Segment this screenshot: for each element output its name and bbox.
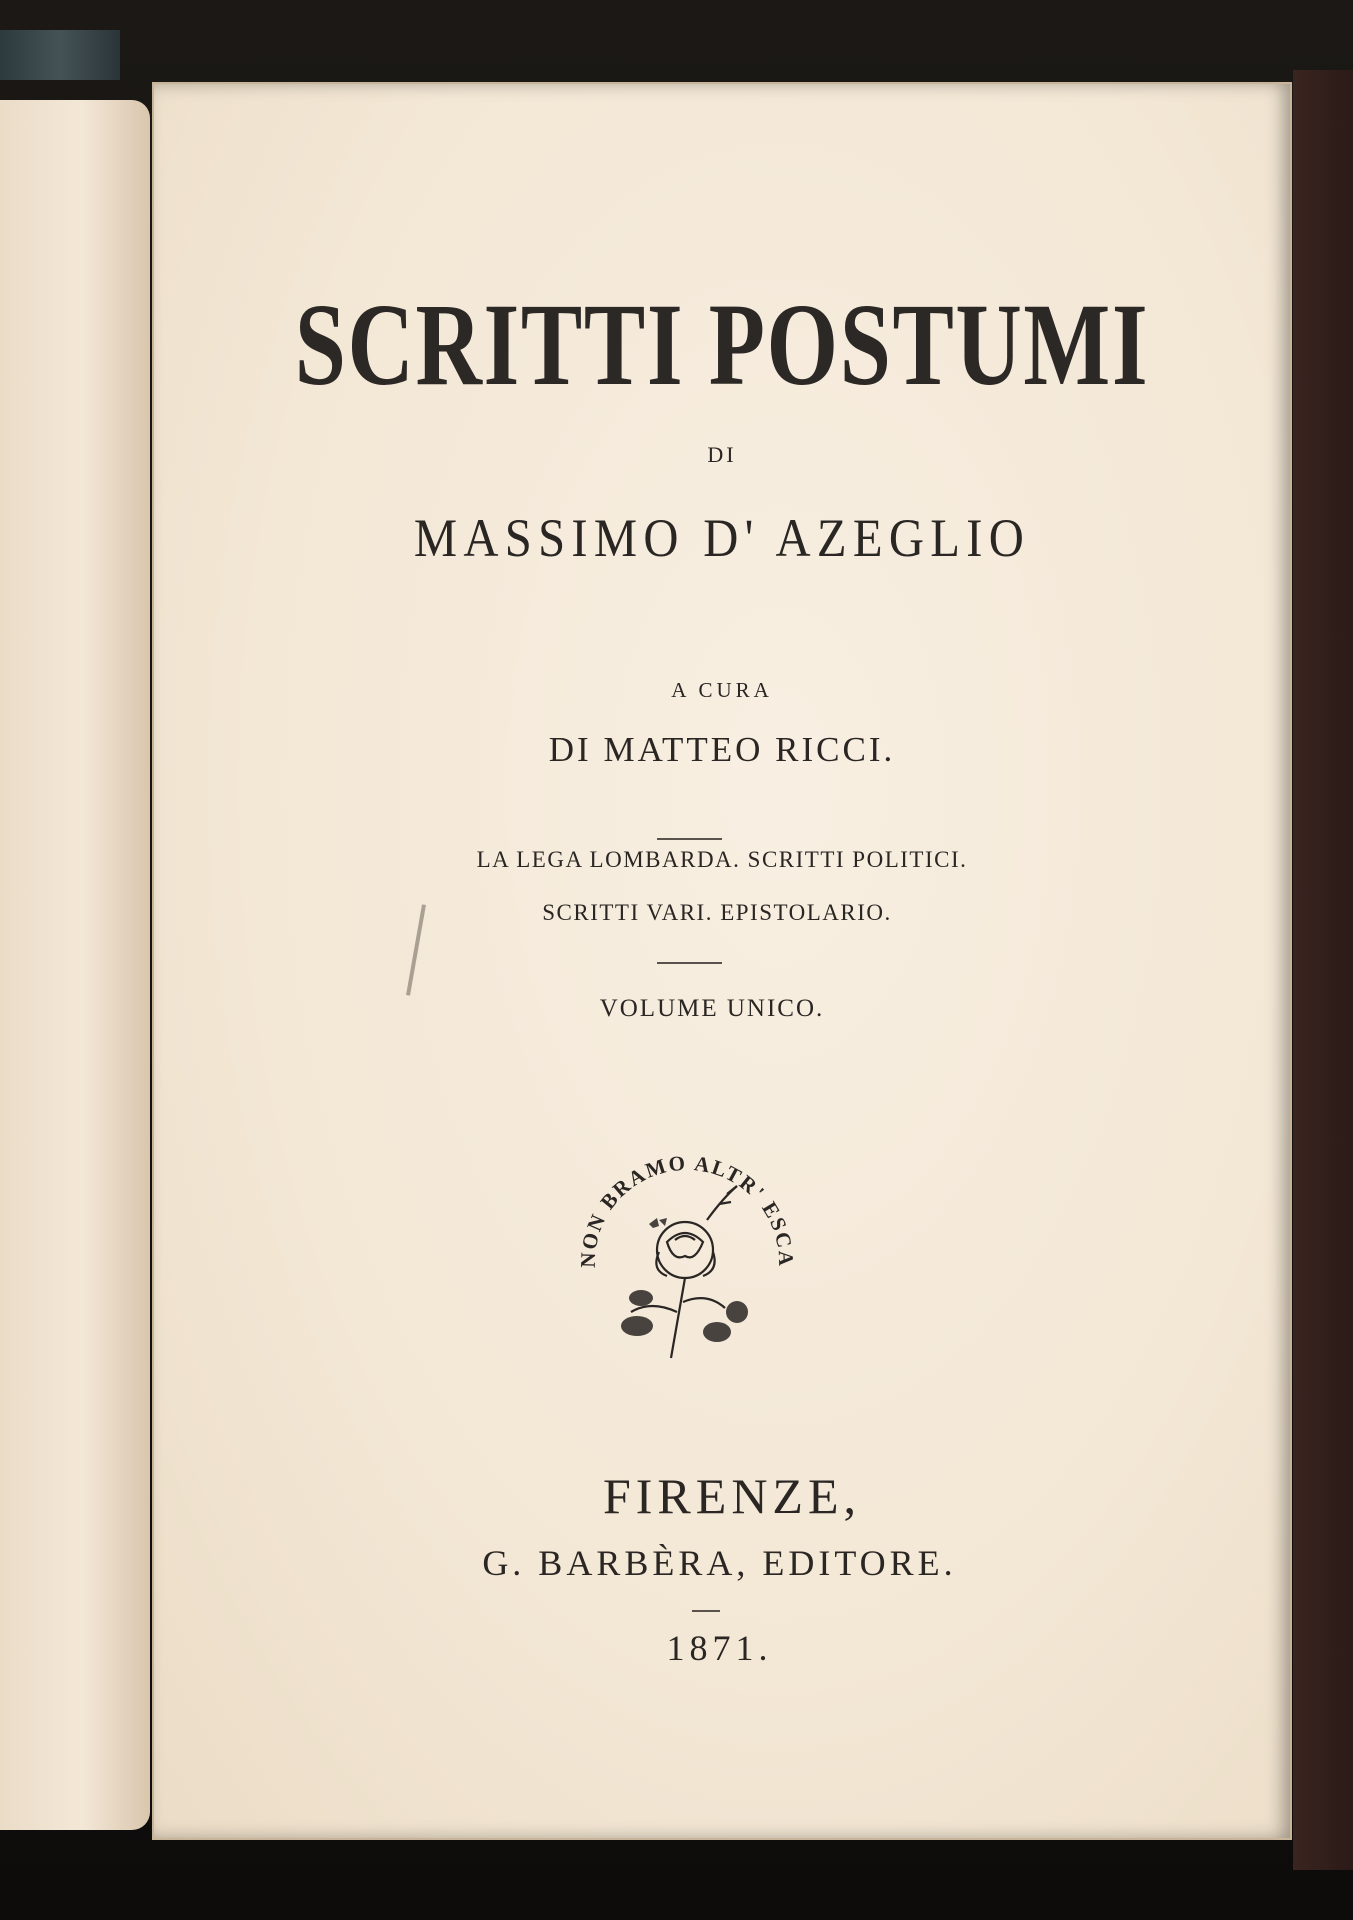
title-page [152,82,1292,1840]
by-line: DI [707,442,737,467]
contents-line-1: LA LEGA LOMBARDA. SCRITTI POLITICI. [476,847,968,872]
editor-name: DI MATTEO RICCI. [548,730,896,769]
author-name: MASSIMO D' AZEGLIO [413,508,1031,568]
divider-rule-short [692,1610,720,1612]
book-spine-cloth [0,30,120,80]
publication-year: 1871. [666,1628,773,1668]
left-page-edge [0,100,150,1830]
cover-board-edge [1293,70,1353,1870]
edited-by-label: A CURA [671,678,773,702]
contents-line-2: SCRITTI VARI. EPISTOLARIO. [542,900,892,925]
volume-label: VOLUME UNICO. [599,995,825,1022]
publisher-emblem-rose [567,1112,807,1372]
publication-city: FIRENZE, [602,1468,862,1524]
book-title: SCRITTI POSTUMI [294,279,1150,410]
emblem-motto: NON BRAMO ALTR' ESCA [575,1150,799,1269]
publisher-name: G. BARBÈRA, EDITORE. [482,1543,957,1583]
divider-rule-bottom [657,962,722,964]
divider-rule-top [657,838,722,840]
